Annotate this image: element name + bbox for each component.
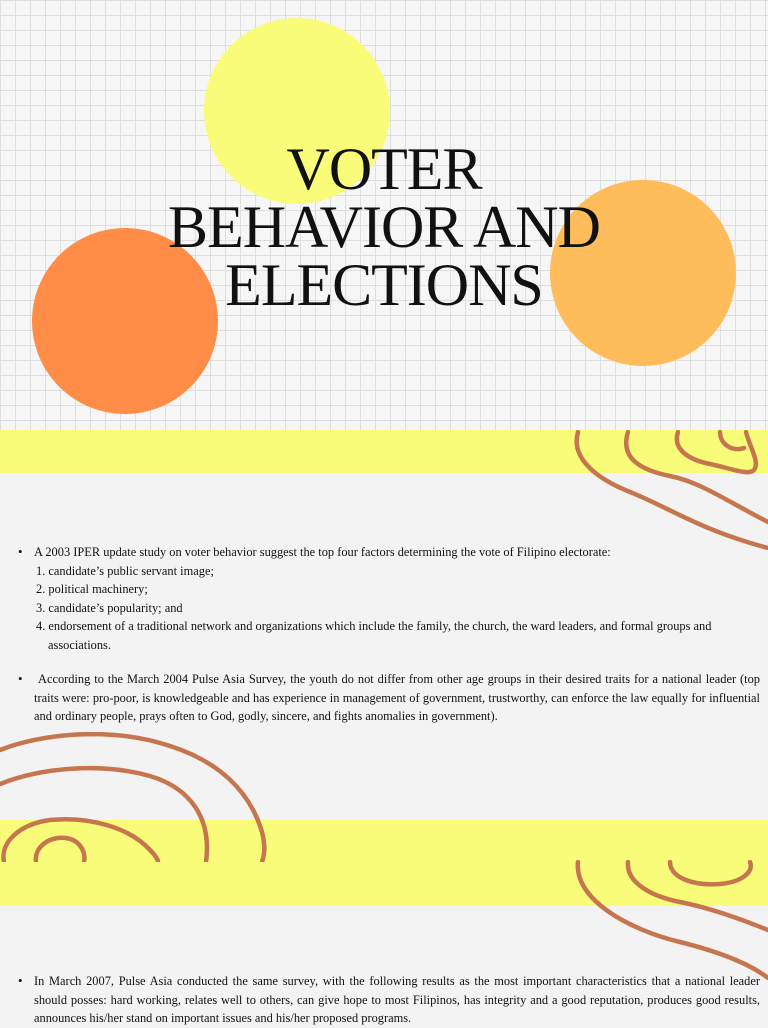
list-item <box>18 670 760 726</box>
section-pulse-asia-2007 <box>18 972 760 1028</box>
section-iper-study <box>18 543 738 655</box>
list-item <box>18 543 738 655</box>
pulse-2004-text: According to the March 2004 Pulse Asia Survey, the youth do not differ from other age groups in their desired traits for a national leader (top traits were: pro-poor, is knowledgeable and has experience in management of government, trustworthy, can enforce the law equally for influential and ordinary people, prays often to God, godly, sincere, and fights anomalies in government). <box>34 672 760 724</box>
title-line-2: BEHAVIOR AND <box>168 194 600 260</box>
iper-intro: A 2003 IPER update study on voter behavior suggest the top four factors determining the vote of Filipino electorate: <box>34 545 611 559</box>
squiggle-left-icon <box>0 732 280 862</box>
title-line-1: VOTER <box>286 136 482 202</box>
title-line-3: ELECTIONS <box>225 252 543 318</box>
list-item <box>18 972 760 1028</box>
factor-list <box>34 562 738 655</box>
factor-item-3: 3. candidate’s popularity; and <box>36 600 183 615</box>
factor-item-4: 4. endorsement of a traditional network and organizations which include the family, the church, the ward leaders, and formal groups and associations. <box>36 619 712 652</box>
squiggle-top-right-icon <box>560 430 768 550</box>
factor-item-1: 1. candidate’s public servant image; <box>36 563 214 578</box>
section-pulse-asia-2004 <box>18 670 760 726</box>
page-title <box>0 136 768 318</box>
factor-item-2: 2. political machinery; <box>36 582 148 597</box>
pulse-2007-text: In March 2007, Pulse Asia conducted the same survey, with the following results as the most important characteristics that a national leader should posses: hard working, relates well to others, can give hope to most Filipinos, has integrity and a good reputation, produces good results, announces his/her stand on important issues and his/her proposed programs. <box>34 974 760 1026</box>
squiggle-bottom-right-icon <box>570 860 768 980</box>
